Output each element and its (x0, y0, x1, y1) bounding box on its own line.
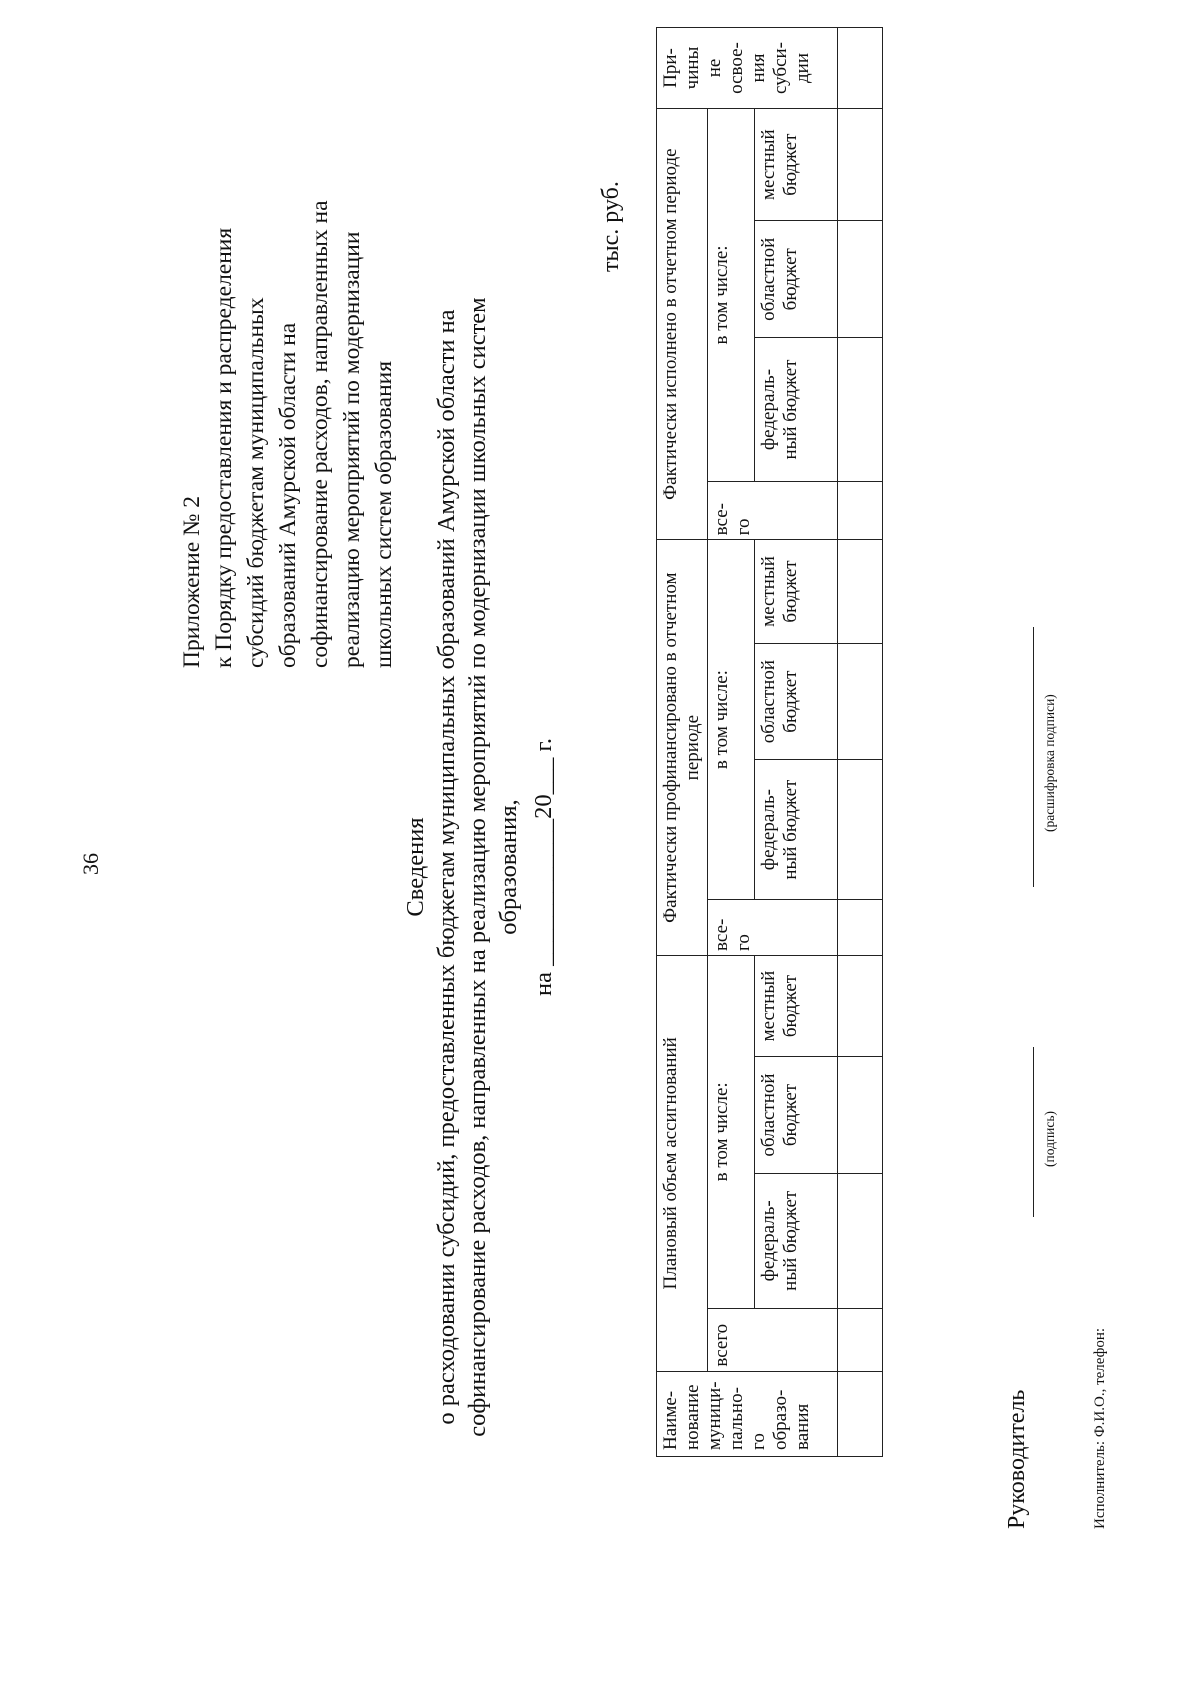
header-text: освое- (726, 42, 747, 94)
signature-role: Руководитель (1004, 1389, 1030, 1529)
header-planned: Плановый объем ассигнований (657, 955, 708, 1371)
table-cell (838, 221, 883, 338)
document-title (400, 157, 559, 1577)
signature-decode-line (1033, 627, 1034, 887)
header-including: в том числе: (708, 955, 755, 1308)
header-text: ный бюджет (780, 779, 801, 880)
header-text: все- (711, 503, 732, 536)
header-local (755, 540, 838, 643)
header-text: областной (758, 1073, 779, 1157)
report-table (656, 27, 883, 1457)
header-including: в том числе: (708, 540, 755, 899)
table-cell (838, 1173, 883, 1308)
table-cell (838, 338, 883, 482)
header-text: ный бюджет (780, 1190, 801, 1291)
header-text: го (748, 1433, 769, 1450)
header-text: бюджет (780, 560, 801, 623)
header-total-executed (708, 481, 838, 539)
header-federal (755, 338, 838, 482)
header-text: не (704, 58, 725, 78)
header-text: го (733, 518, 754, 536)
table-cell (838, 899, 883, 955)
header-text: Наиме- (660, 1390, 681, 1450)
header-including: в том числе: (708, 108, 755, 481)
units-label: тыс. руб. (598, 181, 624, 272)
header-text: го (733, 934, 754, 951)
signature-caption: (подпись) (1042, 1110, 1057, 1167)
title-date-line: на ____________20___ г. (530, 738, 557, 996)
appendix-line: образований Амурской области на (275, 322, 301, 668)
title-line: о расходовании субсидий, предоставленных бюджетам муниципальных образований Амурской области на (433, 309, 460, 1425)
header-text: При- (660, 48, 681, 88)
header-text: областной (758, 660, 779, 744)
table-cell (838, 481, 883, 539)
header-text: нование (682, 1384, 703, 1450)
header-text: федераль- (758, 1200, 779, 1282)
header-text: пально- (726, 1387, 747, 1450)
header-text: бюджет (780, 133, 801, 196)
table-cell (838, 28, 883, 109)
signature-line (1033, 1047, 1034, 1217)
header-text: областной (758, 237, 779, 321)
table-cell (838, 1057, 883, 1174)
header-text: чины (682, 46, 703, 90)
appendix-line: школьных систем образования (371, 360, 397, 668)
table-row (838, 28, 883, 1457)
header-text: бюджет (780, 974, 801, 1038)
header-regional (755, 221, 838, 338)
appendix-line: к Порядку предоставления и распределения (211, 227, 237, 668)
header-local (755, 955, 838, 1056)
header-text: местный (758, 970, 779, 1042)
header-total-financed (708, 899, 838, 955)
appendix-line: Приложение № 2 (179, 495, 205, 668)
header-total-planned: всего (708, 1308, 838, 1371)
signature-decode-caption: (расшифровка подписи) (1042, 694, 1057, 832)
header-text: образо- (770, 1389, 791, 1450)
table-cell (838, 760, 883, 899)
header-text: все- (711, 918, 732, 951)
header-text: субси- (770, 41, 791, 95)
header-text: ный бюджет (780, 359, 801, 460)
header-executed: Фактически исполнено в отчетном периоде (657, 108, 708, 539)
table-cell (838, 955, 883, 1056)
table-cell (838, 643, 883, 760)
header-regional (755, 643, 838, 760)
header-text: муници- (704, 1381, 725, 1450)
header-text: местный (758, 129, 779, 201)
header-regional (755, 1057, 838, 1174)
header-text: местный (758, 556, 779, 627)
header-text: федераль- (758, 789, 779, 871)
title-heading: Сведения (402, 817, 429, 917)
header-text: вания (792, 1403, 813, 1450)
executor-line: Исполнитель: Ф.И.О., телефон: (1092, 1327, 1108, 1529)
appendix-line: субсидий бюджетам муниципальных (243, 297, 269, 668)
header-text: ния (748, 53, 769, 83)
appendix-line: реализацию мероприятий по модернизации (339, 231, 365, 668)
title-line: образования, (495, 799, 522, 935)
header-name-cell (657, 1371, 838, 1456)
table-cell (838, 108, 883, 220)
header-text: бюджет (780, 670, 801, 733)
header-federal (755, 760, 838, 899)
header-text: федераль- (758, 368, 779, 451)
title-line: софинансирование расходов, направленных на реализацию мероприятий по модернизации школьных систем (464, 297, 491, 1437)
header-financed: Фактически профинансировано в отчетном периоде (657, 540, 708, 956)
page-number: 36 (78, 853, 103, 875)
table-cell (838, 1371, 883, 1456)
header-text: бюджет (780, 248, 801, 311)
header-text: бюджет (780, 1083, 801, 1147)
header-reasons-cell (657, 28, 838, 109)
table-cell (838, 1308, 883, 1371)
header-local (755, 108, 838, 220)
appendix-line: софинансирование расходов, направленных на (307, 200, 333, 668)
appendix-header (176, 28, 400, 668)
table-cell (838, 540, 883, 643)
header-text: дии (792, 52, 813, 83)
header-federal (755, 1173, 838, 1308)
